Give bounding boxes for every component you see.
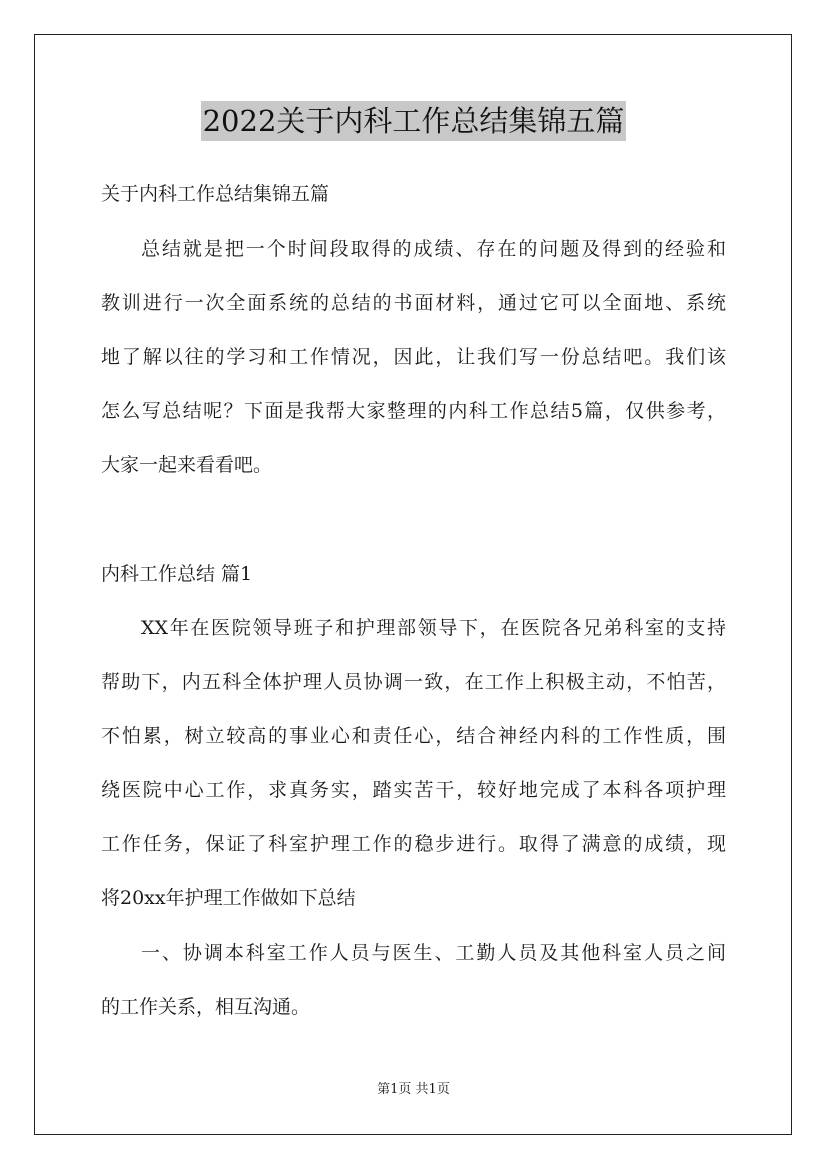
point-line: 的工作关系，相互沟通。 bbox=[101, 996, 311, 1018]
intro-line: 大家一起来看看吧。 bbox=[101, 454, 273, 476]
body-line: 帮助下，内五科全体护理人员协调一致，在工作上积极主动，不怕苦， bbox=[101, 671, 726, 693]
body-line: 绕医院中心工作，求真务实，踏实苦干，较好地完成了本科各项护理 bbox=[101, 779, 726, 801]
intro-line: 总结就是把一个时间段取得的成绩、存在的问题及得到的经验和 bbox=[141, 238, 726, 260]
intro-line: 地了解以往的学习和工作情况，因此，让我们写一份总结吧。我们该 bbox=[101, 346, 726, 368]
body-line: 工作任务，保证了科室护理工作的稳步进行。取得了满意的成绩，现 bbox=[101, 833, 726, 855]
document-subtitle: 关于内科工作总结集锦五篇 bbox=[101, 183, 330, 205]
point-line: 一、协调本科室工作人员与医生、工勤人员及其他科室人员之间 bbox=[141, 942, 726, 964]
page-footer: 第1页 共1页 bbox=[377, 1082, 450, 1097]
intro-line: 怎么写总结呢？下面是我帮大家整理的内科工作总结5篇，仅供参考， bbox=[101, 400, 726, 422]
body-line: XX年在医院领导班子和护理部领导下，在医院各兄弟科室的支持 bbox=[141, 617, 726, 639]
title-container bbox=[0, 101, 827, 141]
intro-line: 教训进行一次全面系统的总结的书面材料，通过它可以全面地、系统 bbox=[101, 292, 726, 314]
document-title: 2022关于内科工作总结集锦五篇 bbox=[201, 101, 627, 141]
section-heading: 内科工作总结 篇1 bbox=[101, 563, 253, 585]
body-line: 不怕累，树立较高的事业心和责任心，结合神经内科的工作性质，围 bbox=[101, 725, 726, 747]
body-line: 将20xx年护理工作做如下总结 bbox=[101, 887, 356, 909]
